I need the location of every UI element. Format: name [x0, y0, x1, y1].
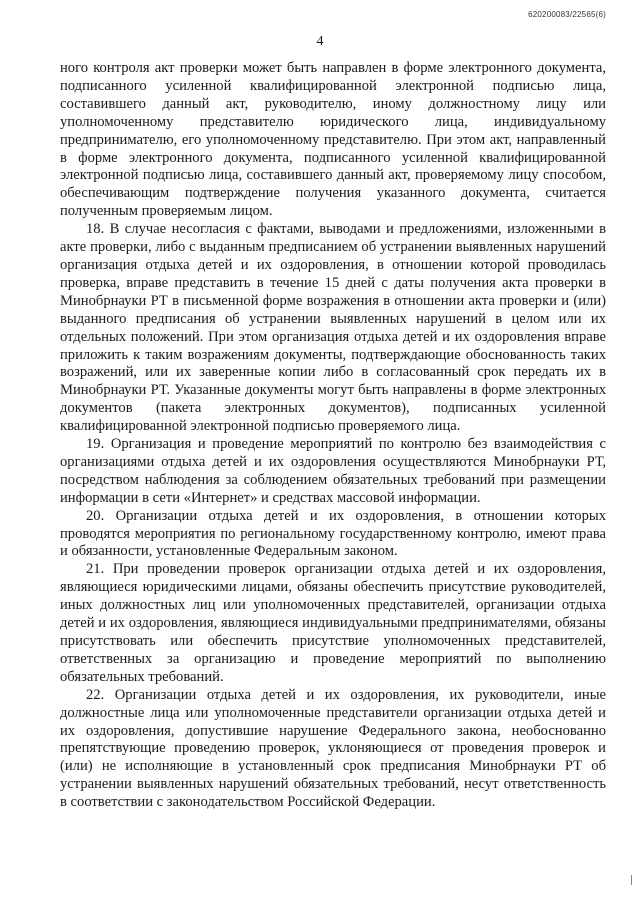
document-code: 620200083/22565(6): [528, 10, 606, 19]
paragraph-18: 18. В случае несогласия с фактами, выводами и предложениями, изложенными в акте проверки, либо с выданным предписанием об устранении выявленных нарушений организация отдыха детей и их оздоровления, в отношении которой проводилась проверка, вправе представить в течение 15 дней с даты получения акта проверки в Минобрнауки РТ в письменной форме возражения в отношении акта проверки и (или) выданного предписания об устранении выявленных нарушений в целом или их отдельных положений. При этом организация отдыха детей и их оздоровления вправе приложить к таким возражениям документы, подтверждающие обоснованность таких возражений, или их заверенные копии либо в согласованный срок передать их в Минобрнауки РТ. Указанные документы могут быть направлены в форме электронных документов (пакета электронных документов), подписанных усиленной квалифицированной электронной подписью проверяемого лица.: [60, 221, 606, 435]
scan-edge-mark: [631, 875, 632, 885]
page-number: 4: [316, 34, 324, 49]
document-body: [60, 60, 606, 812]
paragraph-continued: ного контроля акт проверки может быть направлен в форме электронного документа, подписанного усиленной квалифицированной электронной подписью лица, составившего данный акт, руководителю, иному должностному лицу или уполномоченному представителю юридического лица, индивидуальному предпринимателю, его уполномоченному представителю. При этом акт, направленный в форме электронного документа, подписанного усиленной квалифицированной электронной подписью лица, составившего данный акт, проверяемому лицу способом, обеспечивающим подтверждение получения указанного документа, считается полученным проверяемым лицом.: [60, 60, 606, 220]
paragraph-19: 19. Организация и проведение мероприятий по контролю без взаимодействия с организациями отдыха детей и их оздоровления осуществляются Минобрнауки РТ, посредством наблюдения за соблюдением обязательных требований при размещении информации в сети «Интернет» и средствах массовой информации.: [60, 436, 606, 506]
paragraph-20: 20. Организации отдыха детей и их оздоровления, в отношении которых проводятся мероприятия по региональному государственному контролю, имеют права и обязанности, установленные Федеральным законом.: [60, 507, 606, 560]
paragraph-21: 21. При проведении проверок организации отдыха детей и их оздоровления, являющиеся юридическими лицами, обязаны обеспечить присутствие руководителей, иных должностных лиц или уполномоченных представителей, организации отдыха детей и их оздоровления, являющиеся индивидуальными предпринимателями, обязаны присутствовать или обеспечить присутствие уполномоченных представителей, ответственных за организацию и проведение мероприятий по выполнению обязательных требований.: [60, 561, 606, 685]
paragraph-22: 22. Организации отдыха детей и их оздоровления, их руководители, иные должностные лица или уполномоченные представители организации отдыха детей и их оздоровления, допустившие нарушение Федерального закона, необоснованно препятствующие проведению проверок, уклоняющиеся от проведения проверок и (или) не исполняющие в установленный срок предписания Минобрнауки РТ об устранении выявленных нарушений обязательных требований, несут ответственность в соответствии с законодательством Российской Федерации.: [60, 686, 606, 811]
